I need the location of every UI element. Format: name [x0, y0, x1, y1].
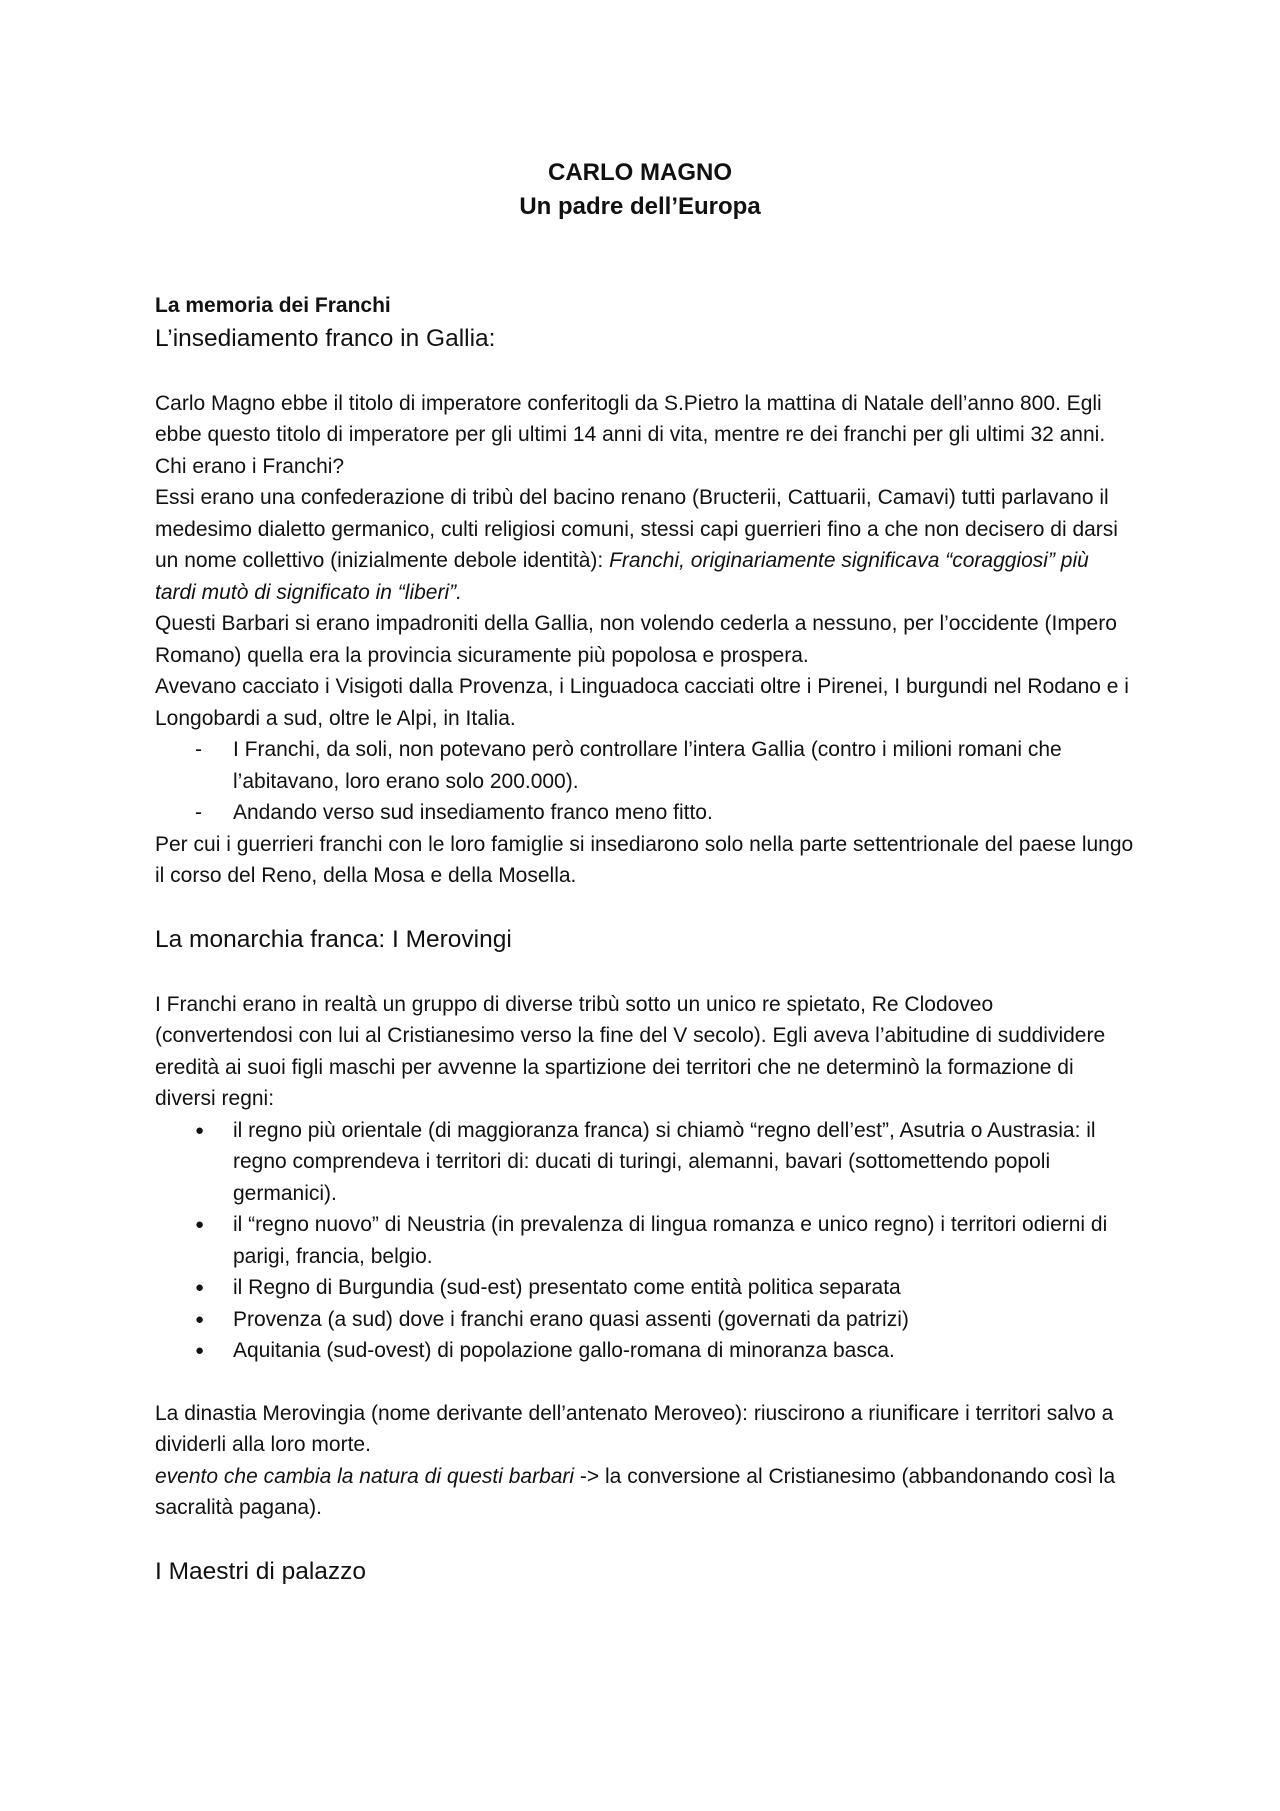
paragraph-visigoti: Avevano cacciato i Visigoti dalla Provenza, i Linguadoca cacciati oltre i Pirenei, I burgundi nel Rodano e i Longobardi a sud, oltre le Alpi, in Italia.: [155, 675, 1129, 730]
paragraph-dinastia: La dinastia Merovingia (nome derivante dell’antenato Meroveo): riuscirono a riunificare i territori salvo a dividerli alla loro morte.: [155, 1401, 1114, 1456]
bullet-list: [155, 1115, 1135, 1367]
paragraph-conversione-italic: evento che cambia la natura di questi barbari: [155, 1464, 575, 1488]
paragraph-confederazione-italic: Franchi, originariamente significava “coraggiosi” più tardi mutò di significato in “liberi”.: [155, 549, 1089, 604]
section-heading-franchi: La memoria dei Franchi: [155, 294, 391, 317]
paragraph-clodoveo: I Franchi erano in realtà un gruppo di diverse tribù sotto un unico re spietato, Re Clodoveo (convertendosi con lui al Cristianesimo verso la fine del V secolo). Egli aveva l’abitudine di suddividere eredità ai suoi figli maschi per avvenne la spartizione dei territori che ne determinò la formazione di diversi regni:: [155, 992, 1106, 1110]
list-item: ● il Regno di Burgundia (sud-est) presentato come entità politica separata: [155, 1272, 1135, 1304]
paragraph-titolo-imperatore: Carlo Magno ebbe il titolo di imperatore conferitogli da S.Pietro la mattina di Natale dell’anno 800. Egli ebbe questo titolo di imperatore per gli ultimi 14 anni di vita, mentre re dei franchi per gli ultimi 32 anni.: [155, 391, 1106, 446]
subheading-insediamento: L’insediamento franco in Gallia:: [155, 324, 496, 352]
section-heading-merovingi: La monarchia franca: I Merovingi: [155, 925, 512, 953]
list-item: ● Aquitania (sud-ovest) di popolazione gallo-romana di minoranza basca.: [155, 1335, 1135, 1367]
list-item: - I Franchi, da soli, non potevano però controllare l’intera Gallia (contro i milioni romani che l’abitavano, loro erano solo 200.000).: [155, 734, 1135, 797]
paragraph-question: Chi erano i Franchi?: [155, 454, 345, 478]
section-heading-maestri: I Maestri di palazzo: [155, 1557, 367, 1585]
dash-list: [155, 734, 1135, 829]
paragraph-confederazione-text: Essi erano una confederazione di tribù del bacino renano (Bructerii, Cattuarii, Camavi) tutti parlavano il medesimo dialetto germanico, culti religiosi comuni, stessi capi guerrieri fino a che non decisero di darsi un nome collettivo (inizialmente debole identità):: [155, 486, 1118, 572]
document-subtitle: Un padre dell’Europa: [519, 193, 761, 220]
paragraph-conversione: [155, 1461, 1135, 1524]
list-item: ● il regno più orientale (di maggioranza franca) si chiamò “regno dell’est”, Asutria o Austrasia: il regno comprendeva i territori di: ducati di turingi, alemanni, bavari (sottomettendo popoli germanici).: [155, 1115, 1135, 1210]
paragraph-confederazione: [155, 482, 1135, 608]
document-body: [155, 290, 1135, 1589]
list-item: ● il “regno nuovo” di Neustria (in prevalenza di lingua romanza e unico regno) i territori odierni di parigi, francia, belgio.: [155, 1209, 1135, 1272]
list-item: ● Provenza (a sud) dove i franchi erano quasi assenti (governati da patrizi): [155, 1304, 1135, 1336]
paragraph-guerrieri: Per cui i guerrieri franchi con le loro famiglie si insediarono solo nella parte settentrionale del paese lungo il corso del Reno, della Mosa e della Mosella.: [155, 832, 1134, 887]
document-title: CARLO MAGNO: [548, 159, 732, 186]
paragraph-gallia: Questi Barbari si erano impadroniti della Gallia, non volendo cederla a nessuno, per l’occidente (Impero Romano) quella era la provincia sicuramente più popolosa e prospera.: [155, 612, 1117, 667]
paragraph-conversione-text: -> la conversione al Cristianesimo (abbandonando così la sacralità pagana).: [155, 1464, 1116, 1519]
list-item: - Andando verso sud insediamento franco meno fitto.: [155, 797, 1135, 829]
title-block: [0, 156, 1280, 224]
